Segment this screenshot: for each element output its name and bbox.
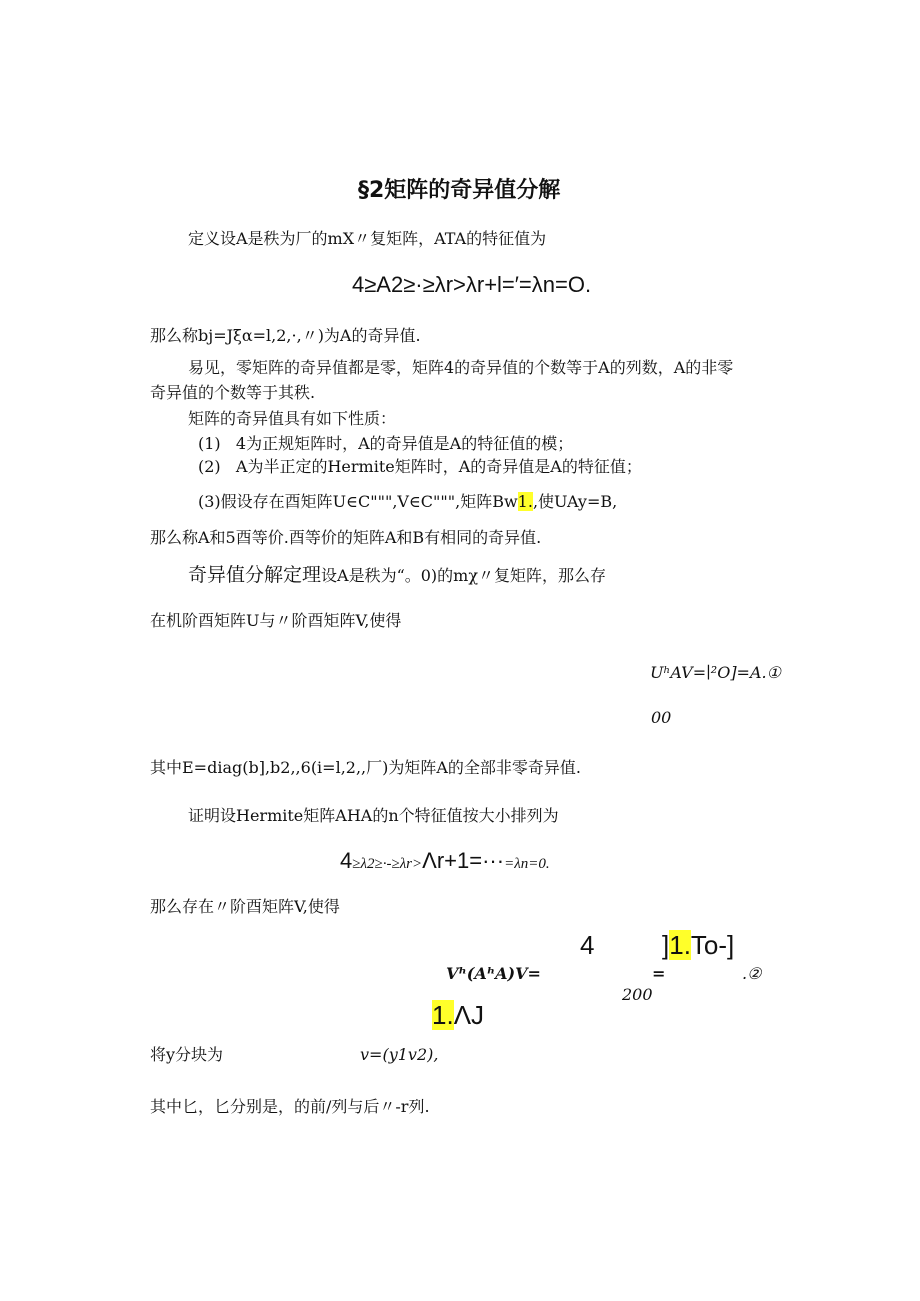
definition-line: 定义设A是秩为厂的mX〃复矩阵，ATA的特征值为 <box>188 229 547 248</box>
equation-part: =λn=0. <box>504 856 550 872</box>
matrix-entry: ΛJ <box>453 1000 485 1030</box>
property-item-text: ,使UAy=B, <box>532 492 618 511</box>
matrix-top-left: 4 <box>580 930 595 960</box>
matrix-bracket: ] <box>662 930 670 960</box>
equation-svd: UʰAV=∣²O]=A.① <box>650 663 781 682</box>
theorem-heading: 奇异值分解定理 <box>188 564 322 586</box>
equation-part: ≥λ2≥·-≥λr> <box>352 856 423 872</box>
theorem-text: 设A是秩为“。0)的mχ〃复矩阵，那么存 <box>321 566 607 585</box>
paragraph-line: 奇异值的个数等于其秩. <box>150 383 316 402</box>
paragraph-line: 易见，零矩阵的奇异值都是零，矩阵4的奇异值的个数等于A的列数，A的非零 <box>188 358 734 377</box>
matrix-top-right <box>662 930 734 961</box>
equation-number: .② <box>742 964 762 983</box>
paragraph-line: 矩阵的奇异值具有如下性质： <box>188 409 397 428</box>
paragraph-line: 在机阶酉矩阵U与〃阶酉矩阵V,使得 <box>150 611 402 630</box>
proof-line: 证明设Hermite矩阵AHA的n个特征值按大小排列为 <box>188 806 559 825</box>
matrix-entry: To-] <box>690 930 735 960</box>
equation-equals: = <box>652 964 666 983</box>
paragraph-line: 那么存在〃阶酉矩阵V,使得 <box>150 897 340 916</box>
highlight-mark: 1. <box>669 930 691 960</box>
paragraph-line: 将y分块为 <box>150 1045 224 1064</box>
equation-ordered-eigenvalues <box>340 848 550 874</box>
property-item-text: (3)假设存在酉矩阵U∈C""",V∈C""",矩阵Bw <box>198 492 518 511</box>
equation-part: Λr+1=··· <box>422 848 505 873</box>
paragraph-line: 其中匕，匕分别是，的前/列与后〃-r列. <box>150 1097 430 1116</box>
theorem-line <box>188 564 606 587</box>
equation-lhs: Vʰ(AʰA)V= <box>446 964 541 983</box>
equation-partition: v=(y1v2), <box>360 1045 439 1064</box>
definition-singular-values: 那么称bj=Jξα=l,2,·,〃)为A的奇异值. <box>150 326 421 345</box>
highlight-mark: 1. <box>432 1000 454 1030</box>
equation-part: 4 <box>340 848 353 873</box>
equation-svd-sub: 00 <box>651 708 672 727</box>
paragraph-line: 那么称A和5酉等价.酉等价的矩阵A和B有相同的奇异值. <box>150 528 542 547</box>
property-item: (1) 4为正规矩阵时，A的奇异值是A的特征值的模； <box>198 434 574 453</box>
property-item: (2) A为半正定的Hermite矩阵时，A的奇异值是A的特征值； <box>198 457 642 476</box>
highlight-mark: 1. <box>517 492 533 511</box>
matrix-bottom <box>432 1000 484 1031</box>
paragraph-line: 其中E=diag(b],b2,,6(i=l,2,,厂)为矩阵A的全部非零奇异值. <box>150 758 582 777</box>
equation-sub: 200 <box>622 985 653 1004</box>
equation-eigenvalues: 4≥A2≥·≥λr>λr+l=′=λn=O. <box>352 272 592 297</box>
section-title: §2矩阵的奇异值分解 <box>358 178 561 203</box>
property-item <box>198 492 617 511</box>
